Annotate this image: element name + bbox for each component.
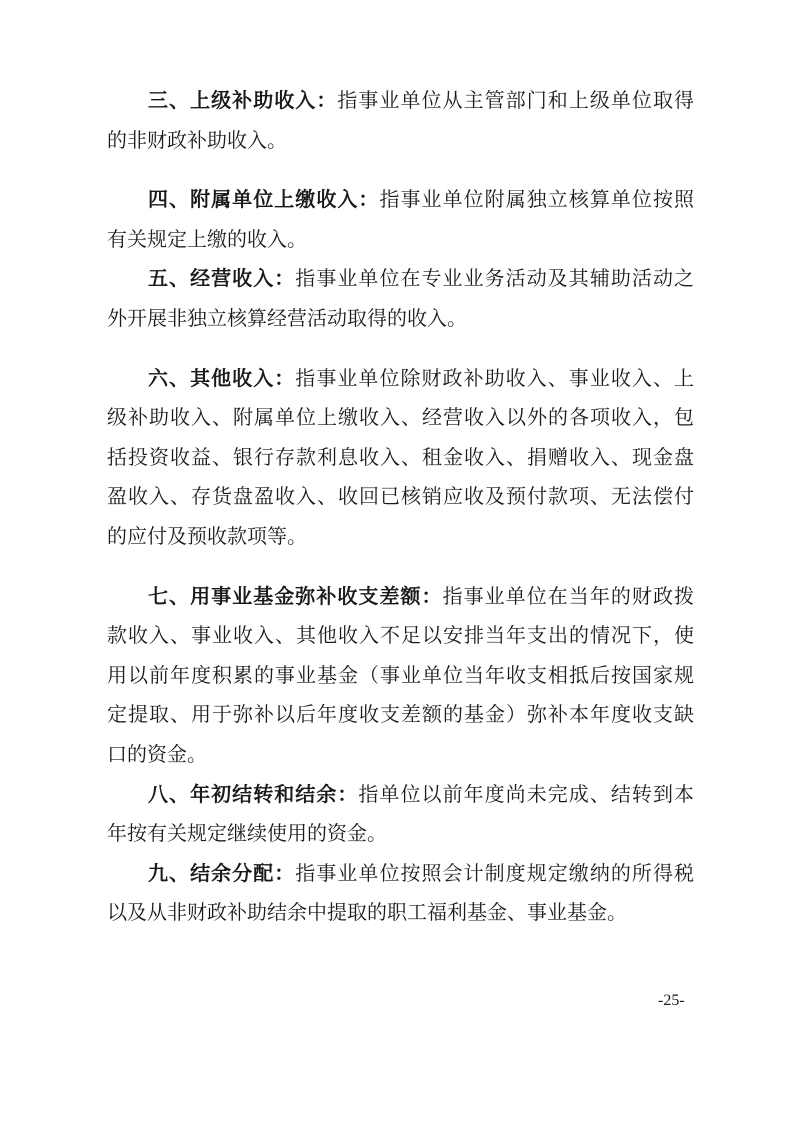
page-number: -25- [658,992,685,1009]
paragraph-text: 指事业单位附属独立核算单位按照 [379,187,695,212]
paragraph-heading: 三、上级补助收入： [148,88,338,112]
paragraph-text: 指事业单位从主管部门和上级单位取得 [337,88,695,112]
paragraph-carryover-balance [107,775,694,854]
paragraph-text: 指事业单位按照会计制度规定缴纳的所得税 [295,860,695,885]
paragraph-line [107,775,694,815]
paragraph-line [107,81,694,121]
paragraph-line: 的非财政补助收入。 [107,127,287,152]
paragraph-line: 的应付及预收款项等。 [107,523,307,548]
paragraph-line: 外开展非独立核算经营活动取得的收入。 [107,305,467,330]
paragraph-heading: 四、附属单位上缴收入： [148,187,380,212]
paragraph-operating-income [107,259,694,338]
paragraph-business-fund-offset [107,577,694,775]
paragraph-heading: 六、其他收入： [148,365,296,390]
paragraph-line [107,259,694,299]
paragraph-balance-distribution [107,854,694,933]
paragraph-other-income [107,359,694,557]
paragraph-line: 定提取、用于弥补以后年度收支差额的基金）弥补本年度收支缺 [107,702,694,727]
paragraph-line: 以及从非财政补助结余中提取的职工福利基金、事业基金。 [107,900,627,925]
paragraph-heading: 八、年初结转和结余： [148,781,359,806]
paragraph-heading: 五、经营收入： [148,266,296,291]
paragraph-line: 盈收入、存货盘盈收入、收回已核销应收及预付款项、无法偿付 [107,484,694,509]
paragraph-line: 级补助收入、附属单位上缴收入、经营收入以外的各项收入，包 [107,405,694,430]
paragraph-line [107,854,694,894]
paragraph-text: 指事业单位除财政补助收入、事业收入、上 [295,365,695,390]
paragraph-text: 指单位以前年度尚未完成、结转到本 [358,781,695,806]
paragraph-line: 款收入、事业收入、其他收入不足以安排当年支出的情况下，使 [107,623,694,648]
paragraph-line: 用以前年度积累的事业基金（事业单位当年收支相抵后按国家规 [107,662,694,687]
paragraph-text: 指事业单位在当年的财政拨 [442,583,695,608]
paragraph-line: 口的资金。 [107,741,207,766]
document-body [107,81,694,933]
paragraph-line: 有关规定上缴的收入。 [107,226,307,251]
paragraph-line [107,180,694,220]
paragraph-affiliated-unit-income [107,180,694,259]
paragraph-line [107,577,694,617]
paragraph-heading: 七、用事业基金弥补收支差额： [148,583,443,608]
paragraph-heading: 九、结余分配： [148,860,296,885]
paragraph-superior-subsidy-income [107,81,694,160]
paragraph-line [107,359,694,399]
paragraph-text: 指事业单位在专业业务活动及其辅助活动之 [295,266,695,291]
paragraph-line: 括投资收益、银行存款利息收入、租金收入、捐赠收入、现金盘 [107,444,694,469]
paragraph-line: 年按有关规定继续使用的资金。 [107,821,387,846]
